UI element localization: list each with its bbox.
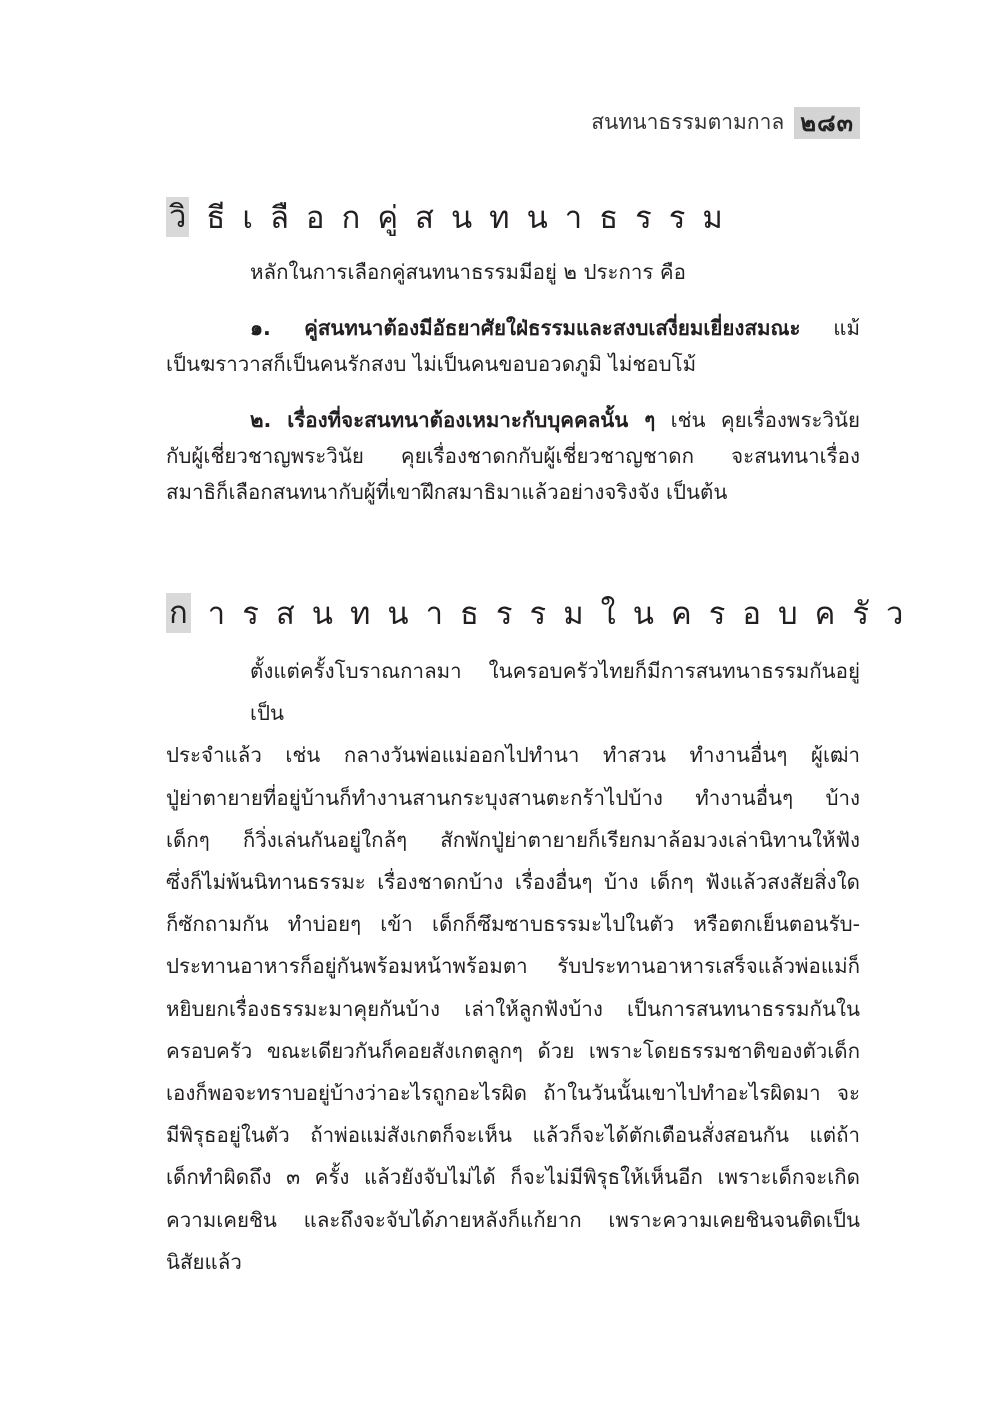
item-1-line-1-rest: แม้ (833, 316, 860, 340)
running-header-title: สนทนาธรรมตามกาล (591, 110, 785, 134)
section-title-text: ธีเลือกคู่สนทนาธรรม (206, 200, 740, 236)
item-1-heading: ๑. คู่สนทนาต้องมีอัธยาศัยใฝ่ธรรมและสงบเสงี่ยมเยี่ยงสมณะ (250, 316, 801, 340)
paragraph-line: เด็กทำผิดถึง ๓ ครั้ง แล้วยังจับไม่ได้ ก็จะไม่มีพิรุธให้เห็นอีก เพราะเด็กจะเกิด (166, 1165, 860, 1190)
paragraph-line: ซึ่งก็ไม่พ้นนิทานธรรมะ เรื่องชาดกบ้าง เรื่องอื่นๆ บ้าง เด็กๆ ฟังแล้วสงสัยสิ่งใด (166, 870, 860, 895)
paragraph-line: ประจำแล้ว เช่น กลางวันพ่อแม่ออกไปทำนา ทำสวน ทำงานอื่นๆ ผู้เฒ่า (166, 743, 860, 768)
section-title-family-dhamma (166, 588, 920, 638)
section-title-choosing-partner (166, 192, 740, 242)
section-title-initial: วิ (166, 197, 189, 237)
page-header (591, 106, 860, 139)
section-title-text: ารสนทนาธรรมในครอบครัว (207, 596, 921, 632)
paragraph-line: ประทานอาหารก็อยู่กันพร้อมหน้าพร้อมตา รับประทานอาหารเสร็จแล้วพ่อแม่ก็ (166, 954, 860, 979)
paragraph-line: ความเคยชิน และถึงจะจับได้ภายหลังก็แก้ยาก เพราะความเคยชินจนติดเป็น (166, 1207, 860, 1232)
item-1-line-2: เป็นฆราวาสก็เป็นคนรักสงบ ไม่เป็นคนขอบอวดภูมิ ไม่ชอบโม้ (166, 352, 697, 376)
paragraph-line: ครอบครัว ขณะเดียวกันก็คอยสังเกตลูกๆ ด้วย เพราะโดยธรรมชาติของตัวเด็ก (166, 1038, 860, 1063)
paragraph-line: ตั้งแต่ครั้งโบราณกาลมา ในครอบครัวไทยก็มีการสนทนาธรรมกันอยู่เป็น (250, 659, 860, 726)
paragraph-line: หยิบยกเรื่องธรรมะมาคุยกันบ้าง เล่าให้ลูกฟังบ้าง เป็นการสนทนาธรรมกันใน (166, 996, 860, 1021)
item-1-paragraph (166, 310, 860, 382)
paragraph-line: เองก็พอจะทราบอยู่บ้างว่าอะไรถูกอะไรผิด ถ้าในวันนั้นเขาไปทำอะไรผิดมา จะ (166, 1081, 860, 1106)
item-2-line-2: กับผู้เชี่ยวชาญพระวินัย คุยเรื่องชาดกกับผู้เชี่ยวชาญชาดก จะสนทนาเรื่อง (166, 444, 860, 468)
paragraph-line: นิสัยแล้ว (166, 1249, 242, 1274)
paragraph-line: ก็ซักถามกัน ทำบ่อยๆ เข้า เด็กก็ซึมซาบธรรมะไปในตัว หรือตกเย็นตอนรับ- (166, 912, 860, 937)
page-number: ๒๘๓ (794, 107, 860, 139)
item-2-heading: ๒. เรื่องที่จะสนทนาต้องเหมาะกับบุคคลนั้น ๆ (250, 408, 656, 432)
item-2-line-1 (166, 402, 860, 438)
item-2-line-1-rest: เช่น คุยเรื่องพระวินัย (670, 408, 860, 432)
item-1-line-1 (166, 310, 860, 346)
family-paragraph (166, 650, 860, 1283)
item-2-line-3: สมาธิก็เลือกสนทนากับผู้ที่เขาฝึกสมาธิมาแล้วอย่างจริงจัง เป็นต้น (166, 480, 728, 504)
paragraph-line: เด็กๆ ก็วิ่งเล่นกันอยู่ใกล้ๆ สักพักปู่ย่าตายายก็เรียกมาล้อมวงเล่านิทานให้ฟัง (166, 827, 860, 852)
section-title-initial: ก (166, 593, 191, 633)
paragraph-line: มีพิรุธอยู่ในตัว ถ้าพ่อแม่สังเกตก็จะเห็น แล้วก็จะได้ตักเตือนสั่งสอนกัน แต่ถ้า (166, 1123, 860, 1148)
intro-paragraph (166, 254, 860, 290)
item-2-paragraph (166, 402, 860, 510)
paragraph-line: ปู่ย่าตายายที่อยู่บ้านก็ทำงานสานกระบุงสานตะกร้าไปบ้าง ทำงานอื่นๆ บ้าง (166, 785, 860, 810)
intro-line: หลักในการเลือกคู่สนทนาธรรมมีอยู่ ๒ ประการ คือ (250, 260, 686, 284)
